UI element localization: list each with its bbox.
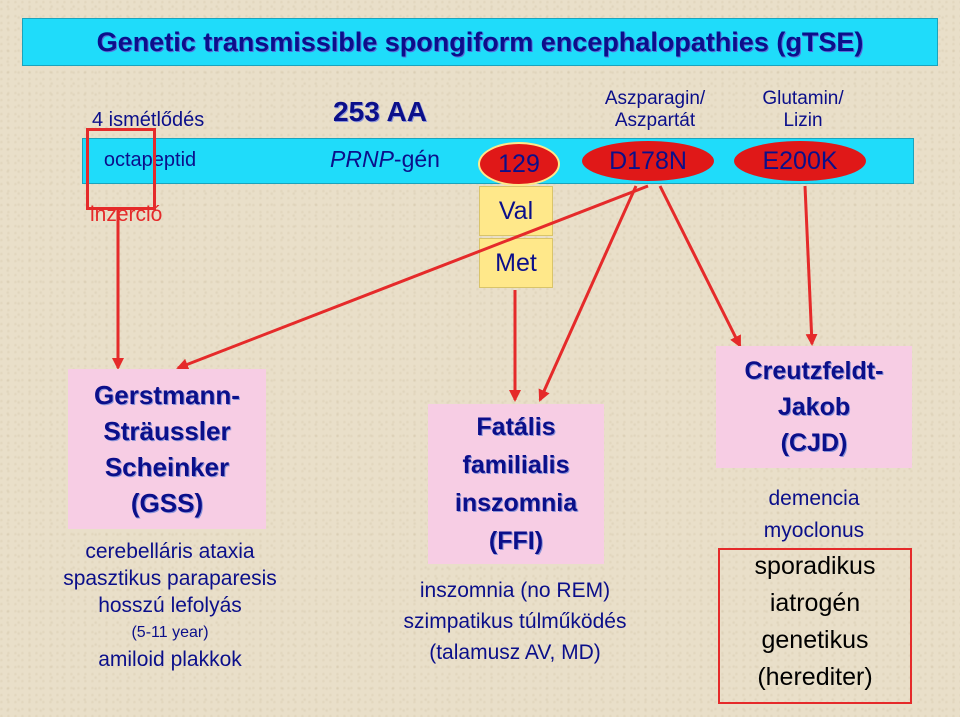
mut2-label-line2: Lizin	[783, 110, 823, 131]
mut2-label-line1: Glutamin/	[762, 88, 844, 109]
cjd-name-line: (CJD)	[780, 429, 848, 457]
mut1-text: D178N	[609, 146, 687, 175]
cjd-origin: iatrogén	[769, 589, 861, 617]
ffi-name-line: inszomnia	[454, 489, 578, 517]
arrow-d178n-to-gss	[178, 186, 648, 368]
gene-name-suffix: -gén	[393, 146, 440, 172]
cjd-name-line: Jakob	[777, 393, 851, 421]
ffi-feature: szimpatikus túlműködés	[403, 610, 627, 633]
mut1-label-line1: Aszparagin/	[604, 88, 706, 109]
ffi-feature: (talamusz AV, MD)	[429, 641, 601, 664]
gss-name-line: Gerstmann-	[94, 380, 240, 410]
arrow-d178n-to-cjd	[660, 186, 740, 346]
gss-features	[20, 538, 320, 673]
ffi-feature: inszomnia (no REM)	[419, 579, 611, 602]
insertion-label: inzerció	[90, 203, 163, 226]
aa-label: 253 AA	[333, 96, 427, 127]
page-title: Genetic transmissible spongiform encephalopathies (gTSE)	[96, 26, 864, 57]
cjd-feature: demencia	[768, 487, 860, 510]
cjd-origins	[718, 548, 912, 696]
gss-box	[68, 369, 266, 529]
gss-feature: (5-11 year)	[131, 624, 209, 641]
gss-name-line: Sträussler	[103, 416, 231, 446]
codon-label: 129	[498, 149, 540, 178]
mut1-label-line2: Aszpartát	[614, 110, 696, 131]
gss-feature: hosszú lefolyás	[98, 594, 242, 617]
ffi-name-line: (FFI)	[488, 527, 544, 555]
gene-name-italic: PRNP	[330, 146, 394, 172]
cjd-origin: sporadikus	[754, 552, 876, 580]
ffi-features	[340, 575, 690, 668]
ffi-name-line: Fatális	[476, 413, 556, 441]
cjd-origin: (herediter)	[757, 663, 873, 691]
ffi-box	[428, 404, 604, 564]
cjd-name-line: Creutzfeldt-	[744, 357, 884, 385]
allele-val: Val	[498, 196, 534, 225]
arrow-e200k-to-cjd	[805, 186, 812, 344]
cjd-features	[716, 483, 912, 547]
gss-name-line: (GSS)	[130, 488, 204, 518]
allele-met: Met	[495, 248, 537, 277]
repeat-label: 4 ismétlődés	[92, 109, 205, 131]
cjd-box	[716, 346, 912, 468]
cjd-feature: myoclonus	[763, 519, 865, 542]
gss-feature: cerebelláris ataxia	[85, 540, 255, 563]
ffi-name-line: familialis	[462, 451, 570, 479]
cjd-origin: genetikus	[761, 626, 869, 654]
gss-feature: amiloid plakkok	[98, 648, 242, 671]
arrow-d178n-to-ffi	[540, 186, 636, 400]
mut2-text: E200K	[762, 146, 838, 175]
gss-feature: spasztikus paraparesis	[63, 567, 277, 590]
octapeptide-label: octapeptid	[103, 149, 197, 171]
gss-name-line: Scheinker	[104, 452, 230, 482]
